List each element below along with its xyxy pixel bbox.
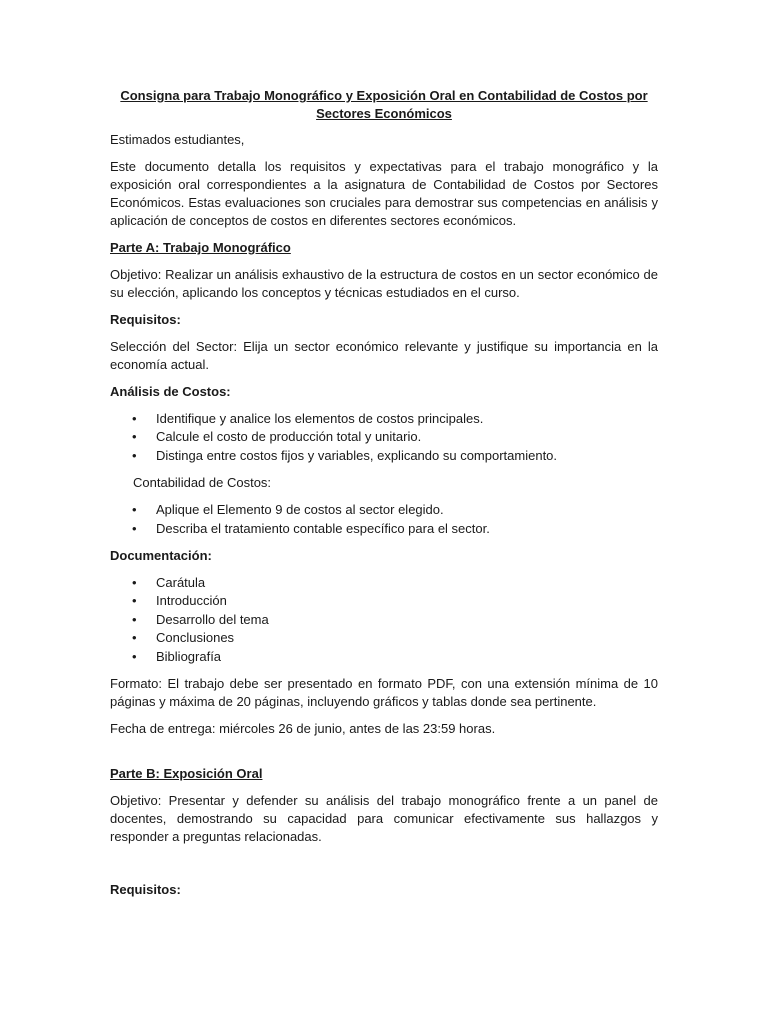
bullet-icon: •	[132, 411, 137, 426]
part-b-requirements-heading: Requisitos:	[110, 882, 181, 898]
bullet-icon: •	[132, 447, 137, 463]
documentation-heading: Documentación:	[110, 548, 212, 564]
bullet-icon: •	[132, 502, 137, 518]
list-item	[110, 410, 658, 428]
document-content	[110, 87, 658, 908]
list-item-text: Bibliografía	[156, 648, 222, 664]
bullet-icon: •	[132, 630, 137, 646]
cost-accounting-list	[110, 501, 658, 538]
bullet-icon: •	[132, 520, 137, 536]
list-item-text: Aplique el Elemento 9 de costos al sector elegido.	[156, 502, 444, 518]
document-title: Consigna para Trabajo Monográfico y Exposición Oral en Contabilidad de Costos por Sectores Económicos	[120, 88, 648, 121]
section-spacer	[110, 747, 658, 765]
part-b-heading: Parte B: Exposición Oral	[110, 766, 263, 782]
list-item	[110, 611, 658, 629]
list-item-text: Desarrollo del tema	[156, 611, 269, 627]
bullet-icon: •	[132, 648, 137, 664]
part-b-objective: Objetivo: Presentar y defender su análisis del trabajo monográfico frente a un panel de docentes, demostrando su capacidad para comunicar efectivamente sus hallazgos y responder a preguntas relacionadas.	[110, 793, 658, 845]
bullet-icon: •	[132, 593, 137, 609]
list-item-text: Calcule el costo de producción total y unitario.	[156, 429, 422, 445]
bullet-icon: •	[132, 611, 137, 627]
list-item-text: Conclusiones	[156, 630, 235, 646]
format-paragraph: Formato: El trabajo debe ser presentado en formato PDF, con una extensión mínima de 10 páginas y máxima de 20 páginas, incluyendo gráficos y tablas donde sea pertinente.	[110, 676, 658, 710]
documentation-list	[110, 574, 658, 666]
list-item	[110, 592, 658, 610]
due-date: Fecha de entrega: miércoles 26 de junio, antes de las 23:59 horas.	[110, 721, 496, 737]
list-item	[110, 648, 658, 666]
cost-analysis-list	[110, 410, 658, 465]
list-item	[110, 520, 658, 538]
greeting: Estimados estudiantes,	[110, 132, 245, 147]
list-item-text: Identifique y analice los elementos de costos principales.	[156, 411, 484, 426]
list-item	[110, 501, 658, 519]
list-item-text: Carátula	[156, 575, 206, 591]
list-item-text: Describa el tratamiento contable específico para el sector.	[156, 520, 490, 536]
part-a-heading: Parte A: Trabajo Monográfico	[110, 240, 291, 255]
cost-analysis-heading: Análisis de Costos:	[110, 384, 231, 399]
part-a-objective: Objetivo: Realizar un análisis exhaustivo de la estructura de costos en un sector económico de su elección, aplicando los conceptos y técnicas estudiados en el curso.	[110, 267, 658, 300]
list-item	[110, 629, 658, 647]
list-item-text: Introducción	[156, 593, 227, 609]
bullet-icon: •	[132, 429, 137, 445]
section-spacer	[110, 855, 658, 881]
list-item	[110, 428, 658, 446]
cost-accounting-heading: Contabilidad de Costos:	[133, 475, 272, 491]
part-a-requirements-heading: Requisitos:	[110, 312, 181, 327]
list-item-text: Distinga entre costos fijos y variables, explicando su comportamiento.	[156, 447, 558, 463]
list-item	[110, 447, 658, 465]
list-item	[110, 574, 658, 592]
sector-selection: Selección del Sector: Elija un sector económico relevante y justifique su importancia en la economía actual.	[110, 339, 658, 372]
intro-paragraph: Este documento detalla los requisitos y expectativas para el trabajo monográfico y la exposición oral correspondientes a la asignatura de Contabilidad de Costos por Sectores Económicos. Estas evaluaciones son cruciales para demostrar sus competencias en análisis y aplicación de conceptos de costos en diferentes sectores económicos.	[110, 159, 658, 228]
bullet-icon: •	[132, 575, 137, 591]
